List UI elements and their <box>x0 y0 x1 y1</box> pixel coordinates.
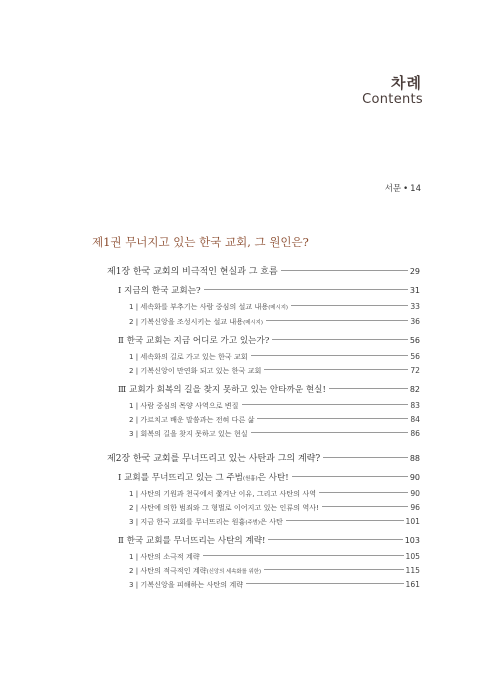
dot-leader <box>291 305 408 306</box>
item-title: 2 | 사탄의 적극적인 계략(신앙의 세속화를 위한) <box>129 566 262 575</box>
section-title: Ⅱ 한국 교회는 지금 어디로 가고 있는가? <box>118 336 270 346</box>
dot-leader <box>268 539 402 540</box>
toc-item-1-1-1[interactable] <box>129 302 420 312</box>
section-title: Ⅲ 교회가 회복의 길을 찾지 못하고 있는 안타까운 현실! <box>118 385 326 395</box>
part-1-title: 제1권 무너지고 있는 한국 교회, 그 원인은? <box>92 235 309 249</box>
toc-item-2-1-3[interactable] <box>129 517 420 527</box>
page-number: 105 <box>405 552 420 561</box>
item-title: 3 | 지금 한국 교회를 무너뜨리는 원흉(주범)은 사탄 <box>129 517 283 526</box>
toc-item-1-3-3[interactable] <box>129 429 420 439</box>
dot-leader <box>246 583 403 584</box>
toc-item-2-1-1[interactable] <box>129 489 420 499</box>
dot-leader <box>292 476 408 477</box>
dot-leader <box>329 388 408 389</box>
dot-leader <box>242 404 409 405</box>
preface-label: 서문 <box>384 184 402 194</box>
dot-leader <box>281 270 408 271</box>
item-note: (신앙의 세속화를 위한) <box>206 569 262 575</box>
preface-page: 14 <box>410 184 421 194</box>
chapter-title: 제2장 한국 교회를 무너뜨리고 있는 사탄과 그의 계략? <box>107 454 321 464</box>
toc-item-2-2-2[interactable] <box>129 566 420 576</box>
item-title: 2 | 기복신앙을 조성시키는 설교 내용(메시지) <box>129 317 263 326</box>
page-number: 84 <box>410 415 420 424</box>
item-title: 2 | 가르치고 배운 말씀과는 전혀 다른 삶 <box>129 415 255 424</box>
chapter-title: 제1장 한국 교회의 비극적인 현실과 그 흐름 <box>107 267 278 277</box>
toc-item-1-3-2[interactable] <box>129 415 420 425</box>
toc-chapter-2[interactable] <box>107 451 420 464</box>
toc-item-2-1-2[interactable] <box>129 503 420 513</box>
page-number: 90 <box>410 489 420 498</box>
dot-leader <box>251 355 409 356</box>
page-number: 86 <box>410 429 420 438</box>
item-title: 1 | 사탄의 소극적 계략 <box>129 552 200 561</box>
page-number: 72 <box>410 366 420 375</box>
section-note: (원흉) <box>242 476 258 482</box>
page-number: 33 <box>410 302 420 311</box>
page-number: 103 <box>404 536 420 545</box>
contents-heading-english: Contents <box>362 92 423 107</box>
page-number: 101 <box>405 517 420 526</box>
page-number: 115 <box>405 566 420 575</box>
page-number: 83 <box>410 401 420 410</box>
toc-section-1-1[interactable] <box>118 284 420 296</box>
section-title: Ⅰ 지금의 한국 교회는? <box>118 286 201 296</box>
page-number: 36 <box>410 317 420 326</box>
dot-leader <box>257 418 408 419</box>
toc-section-1-3[interactable] <box>118 383 420 395</box>
preface-entry[interactable] <box>385 182 421 194</box>
dot-leader <box>323 457 408 458</box>
toc-section-1-2[interactable] <box>118 334 420 346</box>
dot-leader <box>266 320 408 321</box>
dot-leader <box>272 339 407 340</box>
toc-item-1-2-1[interactable] <box>129 352 420 362</box>
toc-chapter-1[interactable] <box>107 264 420 277</box>
dot-leader <box>251 432 409 433</box>
page-number: 82 <box>409 385 420 394</box>
item-title: 3 | 회복의 길을 찾지 못하고 있는 현실 <box>129 429 248 438</box>
toc-item-1-3-1[interactable] <box>129 401 420 411</box>
item-title: 1 | 세속화의 길로 가고 있는 한국 교회 <box>129 352 248 361</box>
item-title: 2 | 사탄에 의한 범죄와 그 형벌로 이어지고 있는 인류의 역사! <box>129 503 319 512</box>
page-number: 96 <box>410 503 420 512</box>
page-number: 56 <box>410 352 420 361</box>
page-number: 161 <box>405 580 420 589</box>
item-title: 1 | 사람 중심의 목양 사역으로 변질 <box>129 401 239 410</box>
page-number: 29 <box>409 267 420 276</box>
item-title: 1 | 세속화를 부추기는 사람 중심의 설교 내용(메시지) <box>129 302 289 311</box>
dot-leader <box>203 555 404 556</box>
toc-section-2-2[interactable] <box>118 534 420 546</box>
dot-leader <box>319 492 408 493</box>
preface-bullet: • <box>403 184 409 194</box>
page-number: 56 <box>409 336 420 345</box>
item-title: 3 | 기복신앙을 피해하는 사탄의 계략 <box>129 580 244 589</box>
dot-leader <box>204 289 408 290</box>
dot-leader <box>264 569 403 570</box>
contents-heading-korean: 차례 <box>391 74 422 92</box>
page-number: 88 <box>409 454 420 463</box>
toc-item-1-1-2[interactable] <box>129 317 420 327</box>
page-number: 31 <box>409 286 420 295</box>
item-note: (주범) <box>245 520 260 526</box>
item-title: 2 | 기복신앙이 만연화 되고 있는 한국 교회 <box>129 366 262 375</box>
dot-leader <box>322 506 408 507</box>
dot-leader <box>286 520 404 521</box>
section-title: Ⅰ 교회를 무너뜨리고 있는 그 주범(원흉)은 사탄! <box>118 473 289 483</box>
item-title: 1 | 사탄의 기원과 천국에서 쫓겨난 이유, 그리고 사탄의 사역 <box>129 489 317 498</box>
toc-item-2-2-3[interactable] <box>129 580 420 590</box>
toc-item-1-2-2[interactable] <box>129 366 420 376</box>
toc-section-2-1[interactable] <box>118 471 420 483</box>
toc-item-2-2-1[interactable] <box>129 552 420 562</box>
item-note: (메시지) <box>243 320 263 326</box>
item-note: (메시지) <box>268 305 289 311</box>
section-title: Ⅱ 한국 교회를 무너뜨리는 사탄의 계략! <box>118 536 266 546</box>
dot-leader <box>264 369 408 370</box>
page-number: 90 <box>409 473 420 482</box>
